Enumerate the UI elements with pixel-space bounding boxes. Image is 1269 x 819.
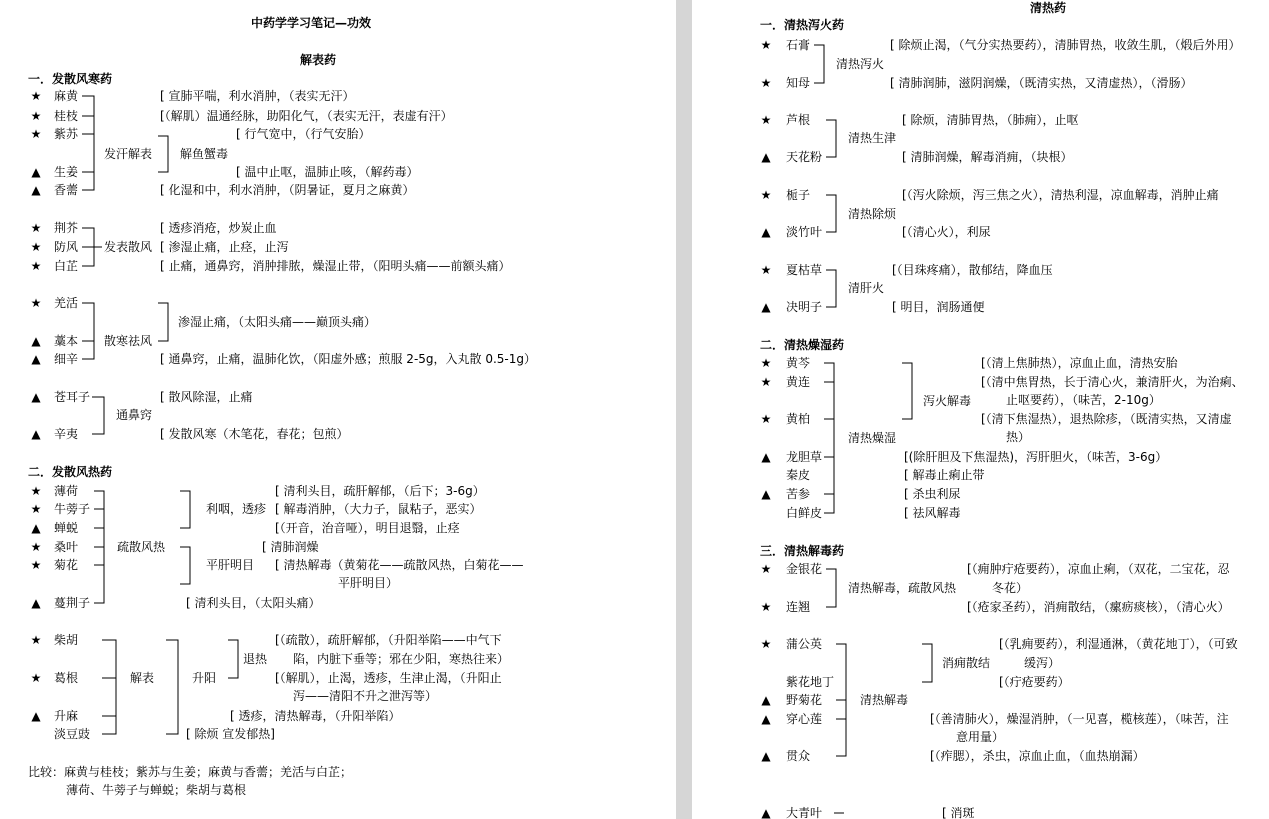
effect-note: [ 杀虫利尿 [904, 487, 961, 501]
effect-note: [ 清肺润燥，解毒消痈，（块根） [902, 150, 1073, 164]
triangle-icon: ▲ [31, 183, 41, 197]
star-icon: ★ [760, 412, 772, 426]
comparison-note: 薄荷、牛蒡子与蝉蜕；柴胡与葛根 [66, 783, 247, 797]
group-label: 解表 [130, 671, 155, 685]
star-icon: ★ [760, 113, 772, 127]
star-icon: ★ [760, 188, 772, 202]
star-icon: ★ [760, 38, 772, 52]
herb-name: 香薷 [54, 183, 79, 197]
star-icon: ★ [30, 484, 42, 498]
triangle-icon: ▲ [761, 693, 771, 707]
herb-name: 白芷 [54, 259, 79, 273]
section-heading: 三．清热解毒药 [760, 544, 845, 558]
sub-group-label: 消痈散结 [942, 656, 991, 670]
star-icon: ★ [30, 89, 42, 103]
herb-name: 生姜 [54, 165, 79, 179]
effect-note: [ 渗湿止痛，止痉，止泻 [160, 240, 289, 254]
herb-name: 芦根 [786, 113, 811, 127]
group-label: 清热除烦 [848, 207, 897, 221]
effect-note: [（痄腮），杀虫，凉血止血，（血热崩漏） [930, 749, 1145, 763]
herb-name: 桑叶 [54, 540, 79, 554]
effect-note: [（疏散），疏肝解郁，（升阳举陷——中气下 [275, 633, 502, 647]
effect-note: [（乳痈要药），利湿通淋，（黄花地丁），（可致 [999, 637, 1238, 651]
herb-name: 紫苏 [54, 127, 79, 141]
herb-name: 蒲公英 [786, 637, 823, 651]
triangle-icon: ▲ [761, 150, 771, 164]
sub-group-label: 升阳 [192, 671, 217, 685]
page-gutter [676, 0, 692, 819]
group-label: 清肝火 [848, 281, 885, 295]
triangle-icon: ▲ [31, 165, 41, 179]
effect-note: [ 透疹消疮，炒炭止血 [160, 221, 277, 235]
effect-note: [ 除烦 宣发郁热] [186, 727, 275, 741]
herb-name: 蝉蜕 [54, 521, 79, 535]
herb-name: 野菊花 [786, 693, 823, 707]
star-icon: ★ [760, 637, 772, 651]
effect-note: [ 解毒止痢止带 [904, 468, 985, 482]
group-label: 发汗解表 [104, 147, 153, 161]
triangle-icon: ▲ [31, 709, 41, 723]
page-title: 中药学学习笔记—功效 [251, 16, 372, 30]
effect-note: [（解肌）温通经脉，助阳化气，（表实无汗，表虚有汗） [160, 109, 453, 123]
page-title: 清热药 [1030, 1, 1067, 15]
section-heading: 一．清热泻火药 [760, 18, 845, 32]
effect-note: 热） [1006, 430, 1031, 444]
herb-name: 麻黄 [54, 89, 79, 103]
herb-name: 连翘 [786, 600, 811, 614]
effect-note: [ 温中止呕，温肺止咳，（解药毒） [236, 165, 419, 179]
star-icon: ★ [760, 600, 772, 614]
sub-group-label: 解鱼蟹毒 [180, 147, 229, 161]
effect-note: [（开音，治音哑），明目退翳，止痉 [275, 521, 460, 535]
star-icon: ★ [30, 221, 42, 235]
effect-note: [ 消斑 [942, 806, 975, 819]
herb-name: 栀子 [786, 188, 811, 202]
effect-note: [（善清肺火），燥湿消肿，（一见喜，榄核莲），（味苦，注 [930, 712, 1229, 726]
triangle-icon: ▲ [31, 390, 41, 404]
herb-name: 决明子 [786, 300, 823, 314]
triangle-icon: ▲ [31, 521, 41, 535]
effect-note: [ 除烦，清肺胃热，（肺痈），止呕 [902, 113, 1079, 127]
effect-note: [ 清肺润燥 [262, 540, 319, 554]
herb-name: 淡豆豉 [54, 727, 91, 741]
herb-name: 防风 [54, 240, 79, 254]
effect-note: [ 除烦止渴，（气分实热要药），清肺胃热，收敛生肌，（煅后外用） [890, 38, 1241, 52]
herb-name: 桂枝 [54, 109, 79, 123]
comparison-note: 比较：麻黄与桂枝；紫苏与生姜；麻黄与香薷；羌活与白芷； [28, 765, 353, 779]
effect-note: 缓泻） [1024, 656, 1061, 670]
star-icon: ★ [30, 240, 42, 254]
star-icon: ★ [760, 263, 772, 277]
herb-name: 淡竹叶 [786, 225, 823, 239]
triangle-icon: ▲ [31, 596, 41, 610]
sub-group-label: 泻火解毒 [923, 394, 972, 408]
herb-name: 黄芩 [786, 356, 811, 370]
triangle-icon: ▲ [761, 450, 771, 464]
star-icon: ★ [760, 562, 772, 576]
herb-name: 薄荷 [54, 484, 79, 498]
herb-name: 辛夷 [54, 427, 79, 441]
effect-note: 泻——清阳不升之泄泻等） [293, 689, 438, 703]
star-icon: ★ [30, 127, 42, 141]
section-heading: 二．发散风热药 [28, 465, 113, 479]
herb-name: 天花粉 [786, 150, 823, 164]
effect-note: [ 祛风解毒 [904, 506, 961, 520]
herb-name: 穿心莲 [786, 712, 823, 726]
herb-name: 蔓荆子 [54, 596, 91, 610]
triangle-icon: ▲ [761, 749, 771, 763]
triangle-icon: ▲ [31, 352, 41, 366]
herb-name: 贯众 [786, 749, 811, 763]
group-label: 清热生津 [848, 131, 897, 145]
herb-name: 黄柏 [786, 412, 811, 426]
herb-name: 葛根 [54, 671, 79, 685]
section-heading: 二．清热燥湿药 [760, 338, 845, 352]
effect-note: [ 宣肺平喘，利水消肿，（表实无汗） [160, 89, 355, 103]
triangle-icon: ▲ [761, 300, 771, 314]
group-label: 清热解毒，疏散风热 [848, 581, 957, 595]
effect-note: 渗湿止痛，（太阳头痛——巅顶头痛） [178, 315, 377, 329]
bracket-lines [692, 0, 1269, 819]
herb-name: 白鲜皮 [786, 506, 823, 520]
effect-note: [（泻火除烦，泻三焦之火），清热利湿，凉血解毒，消肿止痛 [902, 188, 1219, 202]
star-icon: ★ [30, 296, 42, 310]
herb-name: 苍耳子 [54, 390, 91, 404]
effect-note: [（清上焦肺热），凉血止血，清热安胎 [981, 356, 1178, 370]
group-label: 通鼻窍 [116, 408, 153, 422]
right-page[interactable] [692, 0, 1269, 819]
effect-note: 平肝明目） [338, 576, 399, 590]
herb-name: 细辛 [54, 352, 79, 366]
herb-name: 金银花 [786, 562, 823, 576]
effect-note: 陷，内脏下垂等；邪在少阳，寒热往来） [293, 652, 510, 666]
effect-note: [ 透疹，清热解毒，（升阳举陷） [230, 709, 401, 723]
group-label: 清热解毒 [860, 693, 909, 707]
herb-name: 紫花地丁 [786, 675, 835, 689]
effect-note: [（解肌），止渴，透疹，生津止渴，（升阳止 [275, 671, 502, 685]
effect-note: [（清中焦胃热，长于清心火，兼清肝火，为治痢、 [981, 375, 1244, 389]
effect-note: [（痈肿疔疮要药），凉血止痢，（双花，二宝花，忍 [967, 562, 1230, 576]
star-icon: ★ [760, 375, 772, 389]
group-label: 散寒祛风 [104, 334, 153, 348]
effect-note: [ 清利头目，（太阳头痛） [186, 596, 321, 610]
herb-name: 龙胆草 [786, 450, 823, 464]
herb-name: 荆芥 [54, 221, 79, 235]
effect-note: [（疮家圣药），消痈散结，（瘰疬痰核），（清心火） [967, 600, 1230, 614]
group-label: 清热燥湿 [848, 431, 897, 445]
herb-name: 升麻 [54, 709, 79, 723]
effect-note: [（疔疮要药） [999, 675, 1070, 689]
herb-name: 大青叶 [786, 806, 823, 819]
herb-name: 秦皮 [786, 468, 811, 482]
herb-name: 羌活 [54, 296, 79, 310]
effect-note: [ 行气宽中，（行气安胎） [236, 127, 371, 141]
effect-note: [（清心火），利尿 [902, 225, 991, 239]
star-icon: ★ [760, 76, 772, 90]
herb-name: 柴胡 [54, 633, 79, 647]
herb-name: 夏枯草 [786, 263, 823, 277]
section-heading: 一．发散风寒药 [28, 72, 113, 86]
herb-name: 石膏 [786, 38, 811, 52]
sub-group-label: 退热 [243, 652, 268, 666]
star-icon: ★ [30, 540, 42, 554]
sub-group-label: 平肝明目 [206, 558, 255, 572]
effect-note: 止呕要药），（味苦，2-10g） [1006, 393, 1161, 407]
effect-note: [ 清利头目，疏肝解郁，（后下；3-6g） [275, 484, 485, 498]
effect-note: [(除肝胆及下焦湿热)，泻肝胆火，（味苦，3-6g） [904, 450, 1168, 464]
effect-note: 冬花） [992, 581, 1029, 595]
section-title: 解表药 [300, 53, 337, 67]
effect-note: [ 止痛，通鼻窍，消肿排脓，燥湿止带，（阳明头痛——前额头痛） [160, 259, 511, 273]
herb-name: 苦参 [786, 487, 811, 501]
effect-note: [ 清热解毒（黄菊花——疏散风热，白菊花—— [275, 558, 524, 572]
star-icon: ★ [760, 356, 772, 370]
group-label: 发表散风 [104, 240, 153, 254]
effect-note: [ 发散风寒（木笔花，春花；包煎） [160, 427, 349, 441]
triangle-icon: ▲ [31, 427, 41, 441]
effect-note: [（清下焦湿热），退热除疹，（既清实热，又清虚 [981, 412, 1232, 426]
triangle-icon: ▲ [761, 806, 771, 819]
triangle-icon: ▲ [31, 334, 41, 348]
star-icon: ★ [30, 259, 42, 273]
effect-note: [ 清肺润肺，滋阴润燥，（既清实热，又清虚热），（滑肠） [890, 76, 1193, 90]
triangle-icon: ▲ [761, 712, 771, 726]
herb-name: 菊花 [54, 558, 79, 572]
sub-group-label: 利咽，透疹 [206, 502, 267, 516]
group-label: 疏散风热 [117, 540, 166, 554]
effect-note: [（目珠疼痛），散郁结，降血压 [892, 263, 1053, 277]
star-icon: ★ [30, 633, 42, 647]
herb-name: 牛蒡子 [54, 502, 91, 516]
triangle-icon: ▲ [761, 487, 771, 501]
herb-name: 知母 [786, 76, 811, 90]
effect-note: [ 化湿和中，利水消肿，（阴暑证，夏月之麻黄） [160, 183, 415, 197]
herb-name: 藁本 [54, 334, 79, 348]
herb-name: 黄连 [786, 375, 811, 389]
triangle-icon: ▲ [761, 225, 771, 239]
effect-note: [ 解毒消肿，（大力子，鼠粘子，恶实） [275, 502, 482, 516]
star-icon: ★ [30, 109, 42, 123]
group-label: 清热泻火 [836, 57, 885, 71]
effect-note: [ 明目，润肠通便 [892, 300, 985, 314]
effect-note: [ 散风除湿，止痛 [160, 390, 253, 404]
star-icon: ★ [30, 502, 42, 516]
star-icon: ★ [30, 671, 42, 685]
effect-note: [ 通鼻窍，止痛，温肺化饮，（阳虚外感；煎服 2-5g，入丸散 0.5-1g） [160, 352, 537, 366]
effect-note: 意用量） [956, 730, 1005, 744]
star-icon: ★ [30, 558, 42, 572]
